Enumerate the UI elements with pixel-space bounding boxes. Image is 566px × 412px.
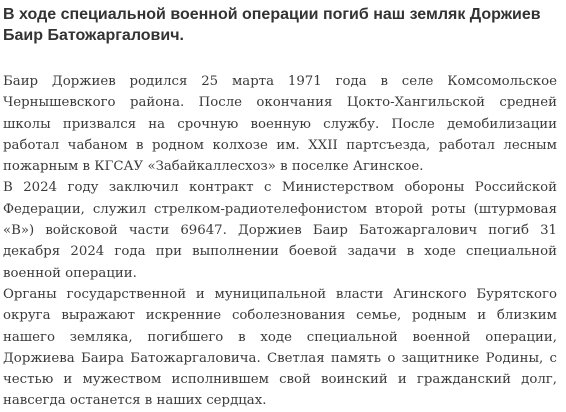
- paragraph-service: В 2024 году заключил контракт с Министерством обороны Российской Федерации, служил стрелком-радиотелефонистом второй роты (штурмовая «В») войсковой части 69647. Доржиев Баир Батожаргалович погиб 31 декабря 2024 года при выполнении боевой задачи в ходе специальной военной операции.: [3, 180, 557, 281]
- article: [3, 0, 557, 412]
- paragraph-biography: Баир Доржиев родился 25 марта 1971 года в селе Комсомольское Чернышевского района. После окончания Цокто-Хангильской средней школы призвался на срочную военную службу. После демобилизации работал чабаном в родном колхозе им. XXII партсъезда, работал лесным пожарным в КГСАУ «Забайкаллесхоз» в поселке Агинское.: [3, 74, 557, 175]
- article-body: [3, 71, 557, 412]
- article-title: В ходе специальной военной операции погиб наш земляк Доржиев Баир Батожаргалович.: [3, 6, 541, 44]
- paragraph-condolences: Органы государственной и муниципальной власти Агинского Бурятского округа выражают искренние соболезнования семье, родным и близким нашего земляка, погибшего в ходе специальной военной операции, Доржиева Баира Батожаргаловича. Светлая память о защитнике Родины, с честью и мужеством исполнившем свой воинский и гражданский долг, навсегда останется в наших сердцах.: [3, 286, 557, 409]
